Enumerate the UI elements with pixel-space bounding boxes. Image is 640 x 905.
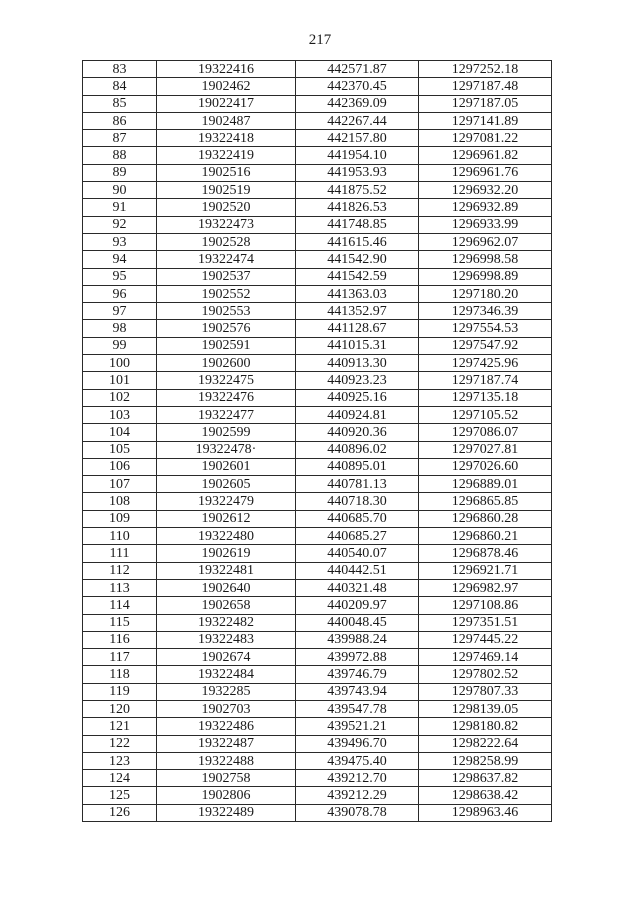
point-id-cell: 19322484	[157, 666, 296, 683]
point-id-cell: 1902516	[157, 164, 296, 181]
point-number-cell: 84	[83, 78, 157, 95]
point-id-cell: 1932285	[157, 683, 296, 700]
y-coordinate-cell: 1296878.46	[419, 545, 552, 562]
x-coordinate-cell: 440913.30	[296, 355, 419, 372]
point-number-cell: 100	[83, 355, 157, 372]
x-coordinate-cell: 441615.46	[296, 233, 419, 250]
table-row	[83, 476, 552, 493]
x-coordinate-cell: 441954.10	[296, 147, 419, 164]
y-coordinate-cell: 1297445.22	[419, 631, 552, 648]
point-number-cell: 113	[83, 579, 157, 596]
x-coordinate-cell: 440685.70	[296, 510, 419, 527]
y-coordinate-cell: 1297141.89	[419, 112, 552, 129]
table-row	[83, 199, 552, 216]
point-id-cell: 1902640	[157, 579, 296, 596]
table-row	[83, 752, 552, 769]
point-number-cell: 125	[83, 787, 157, 804]
y-coordinate-cell: 1296921.71	[419, 562, 552, 579]
point-number-cell: 106	[83, 458, 157, 475]
table-row	[83, 528, 552, 545]
y-coordinate-cell: 1298180.82	[419, 718, 552, 735]
point-id-cell: 1902576	[157, 320, 296, 337]
x-coordinate-cell: 442157.80	[296, 130, 419, 147]
point-id-cell: 1902537	[157, 268, 296, 285]
y-coordinate-cell: 1296889.01	[419, 476, 552, 493]
point-id-cell: 19322473	[157, 216, 296, 233]
point-id-cell: 1902487	[157, 112, 296, 129]
table-row	[83, 95, 552, 112]
x-coordinate-cell: 441542.90	[296, 251, 419, 268]
point-id-cell: 19322416	[157, 61, 296, 78]
point-number-cell: 121	[83, 718, 157, 735]
point-id-cell: 19022417	[157, 95, 296, 112]
y-coordinate-cell: 1297081.22	[419, 130, 552, 147]
point-id-cell: 1902674	[157, 649, 296, 666]
point-number-cell: 118	[83, 666, 157, 683]
table-row	[83, 545, 552, 562]
point-id-cell: 1902553	[157, 303, 296, 320]
x-coordinate-cell: 439078.78	[296, 804, 419, 821]
x-coordinate-cell: 440896.02	[296, 441, 419, 458]
point-id-cell: 19322474	[157, 251, 296, 268]
point-number-cell: 95	[83, 268, 157, 285]
point-number-cell: 96	[83, 285, 157, 302]
table-row	[83, 130, 552, 147]
table-row	[83, 303, 552, 320]
table-row	[83, 78, 552, 95]
point-id-cell: 19322418	[157, 130, 296, 147]
x-coordinate-cell: 442369.09	[296, 95, 419, 112]
point-id-cell: 1902758	[157, 770, 296, 787]
table-row	[83, 216, 552, 233]
point-id-cell: 1902528	[157, 233, 296, 250]
point-number-cell: 90	[83, 182, 157, 199]
table-row	[83, 700, 552, 717]
x-coordinate-cell: 441826.53	[296, 199, 419, 216]
table-row	[83, 683, 552, 700]
x-coordinate-cell: 441015.31	[296, 337, 419, 354]
x-coordinate-cell: 440209.97	[296, 597, 419, 614]
y-coordinate-cell: 1296962.07	[419, 233, 552, 250]
point-id-cell: 19322483	[157, 631, 296, 648]
point-id-cell: 19322488	[157, 752, 296, 769]
point-id-cell: 1902591	[157, 337, 296, 354]
y-coordinate-cell: 1297086.07	[419, 424, 552, 441]
y-coordinate-cell: 1296933.99	[419, 216, 552, 233]
table-row	[83, 649, 552, 666]
table-row	[83, 355, 552, 372]
x-coordinate-cell: 440685.27	[296, 528, 419, 545]
x-coordinate-cell: 439496.70	[296, 735, 419, 752]
x-coordinate-cell: 440321.48	[296, 579, 419, 596]
x-coordinate-cell: 440925.16	[296, 389, 419, 406]
table-row	[83, 493, 552, 510]
point-number-cell: 123	[83, 752, 157, 769]
point-id-cell: 19322477	[157, 406, 296, 423]
x-coordinate-cell: 440442.51	[296, 562, 419, 579]
point-id-cell: 1902599	[157, 424, 296, 441]
point-id-cell: 1902519	[157, 182, 296, 199]
point-id-cell: 19322476	[157, 389, 296, 406]
y-coordinate-cell: 1296998.58	[419, 251, 552, 268]
table-row	[83, 666, 552, 683]
y-coordinate-cell: 1297802.52	[419, 666, 552, 683]
table-row	[83, 579, 552, 596]
point-id-cell: 1902462	[157, 78, 296, 95]
x-coordinate-cell: 439475.40	[296, 752, 419, 769]
y-coordinate-cell: 1297027.81	[419, 441, 552, 458]
point-number-cell: 97	[83, 303, 157, 320]
y-coordinate-cell: 1297346.39	[419, 303, 552, 320]
point-id-cell: 19322480	[157, 528, 296, 545]
table-row	[83, 233, 552, 250]
point-number-cell: 104	[83, 424, 157, 441]
y-coordinate-cell: 1296961.76	[419, 164, 552, 181]
y-coordinate-cell: 1298963.46	[419, 804, 552, 821]
point-number-cell: 88	[83, 147, 157, 164]
point-number-cell: 94	[83, 251, 157, 268]
x-coordinate-cell: 440048.45	[296, 614, 419, 631]
y-coordinate-cell: 1296961.82	[419, 147, 552, 164]
x-coordinate-cell: 440781.13	[296, 476, 419, 493]
point-number-cell: 92	[83, 216, 157, 233]
point-number-cell: 108	[83, 493, 157, 510]
y-coordinate-cell: 1298637.82	[419, 770, 552, 787]
table-row	[83, 147, 552, 164]
point-id-cell: 1902612	[157, 510, 296, 527]
table-row	[83, 251, 552, 268]
point-number-cell: 86	[83, 112, 157, 129]
y-coordinate-cell: 1297554.53	[419, 320, 552, 337]
y-coordinate-cell: 1296860.21	[419, 528, 552, 545]
y-coordinate-cell: 1297807.33	[419, 683, 552, 700]
point-number-cell: 122	[83, 735, 157, 752]
point-id-cell: 19322482	[157, 614, 296, 631]
point-number-cell: 110	[83, 528, 157, 545]
point-id-cell: 19322479	[157, 493, 296, 510]
x-coordinate-cell: 439746.79	[296, 666, 419, 683]
x-coordinate-cell: 439988.24	[296, 631, 419, 648]
y-coordinate-cell: 1297252.18	[419, 61, 552, 78]
point-number-cell: 117	[83, 649, 157, 666]
point-number-cell: 91	[83, 199, 157, 216]
x-coordinate-cell: 441128.67	[296, 320, 419, 337]
point-number-cell: 105	[83, 441, 157, 458]
point-number-cell: 83	[83, 61, 157, 78]
point-number-cell: 93	[83, 233, 157, 250]
y-coordinate-cell: 1296998.89	[419, 268, 552, 285]
point-id-cell: 19322487	[157, 735, 296, 752]
x-coordinate-cell: 442370.45	[296, 78, 419, 95]
table-row	[83, 389, 552, 406]
x-coordinate-cell: 440924.81	[296, 406, 419, 423]
table-row	[83, 372, 552, 389]
point-number-cell: 119	[83, 683, 157, 700]
point-id-cell: 1902520	[157, 199, 296, 216]
table-row	[83, 631, 552, 648]
table-row	[83, 112, 552, 129]
y-coordinate-cell: 1297351.51	[419, 614, 552, 631]
point-id-cell: 1902703	[157, 700, 296, 717]
point-number-cell: 87	[83, 130, 157, 147]
point-number-cell: 124	[83, 770, 157, 787]
y-coordinate-cell: 1297026.60	[419, 458, 552, 475]
table-row	[83, 441, 552, 458]
point-number-cell: 116	[83, 631, 157, 648]
y-coordinate-cell: 1297105.52	[419, 406, 552, 423]
point-id-cell: 1902605	[157, 476, 296, 493]
point-id-cell: 1902601	[157, 458, 296, 475]
y-coordinate-cell: 1296982.97	[419, 579, 552, 596]
coordinates-table	[82, 60, 552, 822]
y-coordinate-cell: 1298222.64	[419, 735, 552, 752]
table-row	[83, 770, 552, 787]
point-number-cell: 103	[83, 406, 157, 423]
point-number-cell: 109	[83, 510, 157, 527]
x-coordinate-cell: 440895.01	[296, 458, 419, 475]
y-coordinate-cell: 1298638.42	[419, 787, 552, 804]
table-row	[83, 61, 552, 78]
point-id-cell: 1902619	[157, 545, 296, 562]
table-row	[83, 458, 552, 475]
table-row	[83, 337, 552, 354]
point-number-cell: 126	[83, 804, 157, 821]
x-coordinate-cell: 441953.93	[296, 164, 419, 181]
point-id-cell: 19322419	[157, 147, 296, 164]
point-id-cell: 19322489	[157, 804, 296, 821]
table-row	[83, 320, 552, 337]
table-row	[83, 406, 552, 423]
table-row	[83, 597, 552, 614]
point-id-cell: 1902806	[157, 787, 296, 804]
table-row	[83, 804, 552, 821]
point-number-cell: 98	[83, 320, 157, 337]
y-coordinate-cell: 1297187.74	[419, 372, 552, 389]
point-id-cell: 19322478·	[157, 441, 296, 458]
table-row	[83, 787, 552, 804]
x-coordinate-cell: 442267.44	[296, 112, 419, 129]
y-coordinate-cell: 1297547.92	[419, 337, 552, 354]
x-coordinate-cell: 439743.94	[296, 683, 419, 700]
y-coordinate-cell: 1297187.48	[419, 78, 552, 95]
y-coordinate-cell: 1296932.89	[419, 199, 552, 216]
y-coordinate-cell: 1297187.05	[419, 95, 552, 112]
page-number: 217	[308, 32, 332, 48]
y-coordinate-cell: 1297469.14	[419, 649, 552, 666]
point-number-cell: 111	[83, 545, 157, 562]
x-coordinate-cell: 439212.70	[296, 770, 419, 787]
point-id-cell: 1902658	[157, 597, 296, 614]
point-id-cell: 19322486	[157, 718, 296, 735]
y-coordinate-cell: 1296860.28	[419, 510, 552, 527]
point-number-cell: 115	[83, 614, 157, 631]
table-row	[83, 285, 552, 302]
table-row	[83, 614, 552, 631]
y-coordinate-cell: 1298139.05	[419, 700, 552, 717]
table-row	[83, 268, 552, 285]
point-id-cell: 1902600	[157, 355, 296, 372]
point-number-cell: 89	[83, 164, 157, 181]
x-coordinate-cell: 440920.36	[296, 424, 419, 441]
point-number-cell: 114	[83, 597, 157, 614]
x-coordinate-cell: 441352.97	[296, 303, 419, 320]
y-coordinate-cell: 1298258.99	[419, 752, 552, 769]
table-body	[83, 61, 552, 822]
y-coordinate-cell: 1297425.96	[419, 355, 552, 372]
x-coordinate-cell: 441542.59	[296, 268, 419, 285]
point-number-cell: 107	[83, 476, 157, 493]
table-row	[83, 510, 552, 527]
table-row	[83, 718, 552, 735]
point-number-cell: 120	[83, 700, 157, 717]
x-coordinate-cell: 442571.87	[296, 61, 419, 78]
x-coordinate-cell: 441363.03	[296, 285, 419, 302]
point-number-cell: 101	[83, 372, 157, 389]
point-number-cell: 102	[83, 389, 157, 406]
point-id-cell: 19322475	[157, 372, 296, 389]
y-coordinate-cell: 1297180.20	[419, 285, 552, 302]
y-coordinate-cell: 1296865.85	[419, 493, 552, 510]
y-coordinate-cell: 1297135.18	[419, 389, 552, 406]
point-id-cell: 19322481	[157, 562, 296, 579]
point-number-cell: 85	[83, 95, 157, 112]
table-row	[83, 182, 552, 199]
point-number-cell: 99	[83, 337, 157, 354]
x-coordinate-cell: 439547.78	[296, 700, 419, 717]
point-number-cell: 112	[83, 562, 157, 579]
x-coordinate-cell: 440923.23	[296, 372, 419, 389]
y-coordinate-cell: 1297108.86	[419, 597, 552, 614]
table-row	[83, 164, 552, 181]
y-coordinate-cell: 1296932.20	[419, 182, 552, 199]
x-coordinate-cell: 439521.21	[296, 718, 419, 735]
x-coordinate-cell: 440718.30	[296, 493, 419, 510]
x-coordinate-cell: 439212.29	[296, 787, 419, 804]
x-coordinate-cell: 441748.85	[296, 216, 419, 233]
table-row	[83, 735, 552, 752]
x-coordinate-cell: 439972.88	[296, 649, 419, 666]
x-coordinate-cell: 441875.52	[296, 182, 419, 199]
x-coordinate-cell: 440540.07	[296, 545, 419, 562]
table-row	[83, 424, 552, 441]
table-row	[83, 562, 552, 579]
point-id-cell: 1902552	[157, 285, 296, 302]
